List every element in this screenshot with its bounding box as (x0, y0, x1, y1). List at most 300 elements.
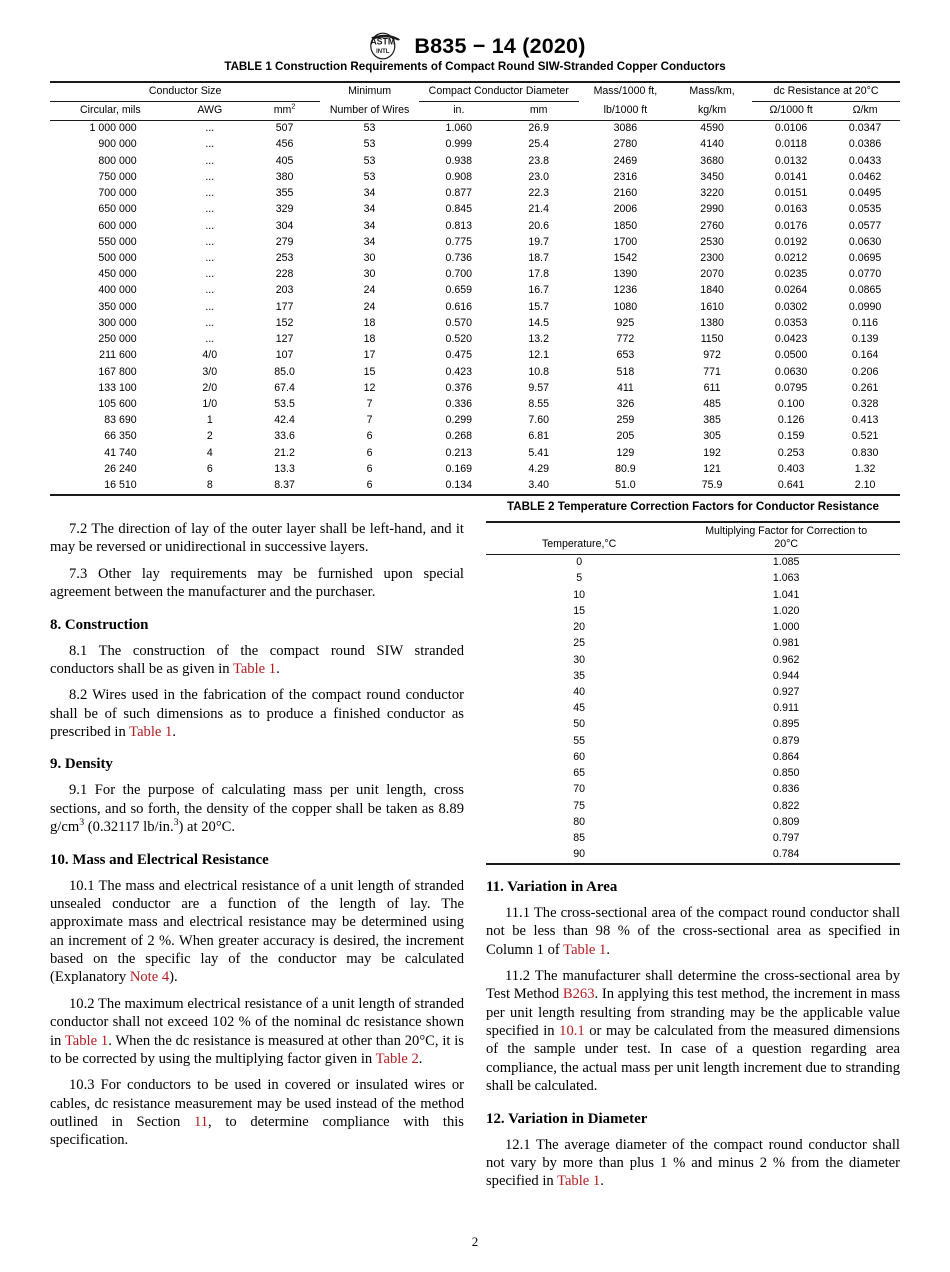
table1-cell: 0.0795 (774, 381, 808, 394)
table1-cell: 600 000 (98, 219, 137, 232)
table1-col-awg: AWG (171, 101, 249, 120)
paragraph-10-3-text-a: 10.3 For conductors to be used in covered or insulated wires or cables, dc resistance measurement may be used instead of the method outlined in Section (50, 1077, 464, 1130)
table1-cell: 0.0695 (848, 252, 882, 265)
table-row (50, 169, 900, 185)
table1-cell: 1.32 (854, 462, 876, 475)
table1-cell: 15 (363, 365, 376, 378)
table1-cell: 411 (616, 381, 634, 394)
table-row (486, 701, 900, 717)
table1-cell: 133 100 (98, 381, 137, 394)
table1-cell: 0.0386 (848, 138, 882, 151)
table2-cell: 40 (573, 686, 586, 699)
table1-cell: 3.40 (499, 477, 579, 494)
table1-cell: 192 (703, 446, 721, 459)
table1-cell: 53 (363, 170, 376, 183)
table1-cell: 0.159 (777, 430, 805, 443)
table1-cell: 1850 (613, 219, 638, 232)
table2-cell: 1.063 (772, 572, 800, 585)
table-row (50, 461, 900, 477)
table1-cell: 23.0 (528, 170, 549, 183)
table1-cell: 0.0132 (774, 154, 808, 167)
paragraph-12-1-text-a: 12.1 The average diameter of the compact round conductor shall not vary by more than plus 1 % and minus 2 % from the diameter specified in (486, 1136, 900, 1190)
table1-cell: 16 510 (50, 477, 171, 494)
table1-cell: 972 (703, 349, 721, 362)
table1-cell: 8 (171, 477, 249, 494)
table1-cell: 259 (616, 414, 635, 427)
table1-cell: 205 (616, 430, 635, 443)
table1-cell: 2006 (613, 203, 638, 216)
table1-cell: 0.0163 (774, 203, 808, 216)
table1-cell: ... (205, 284, 215, 297)
table1-cell: 1 000 000 (89, 122, 137, 135)
table1-cell: 405 (275, 154, 294, 167)
table1-cell: 15.7 (528, 300, 549, 313)
table1-cell: 177 (275, 300, 294, 313)
table1-cell: 33.6 (274, 430, 295, 443)
table1-cell: 10.8 (528, 365, 549, 378)
table1-cell: 2316 (613, 170, 638, 183)
table1-cell: 0.403 (777, 462, 805, 475)
page-header (0, 0, 950, 58)
table1-cell: 4 (206, 446, 213, 459)
table1-cell: ... (205, 252, 215, 265)
paragraph-10-1-text-b: ). (169, 969, 178, 986)
table2-cell: 55 (573, 734, 586, 747)
xref-table-1-10-2[interactable]: Table 1 (64, 1032, 109, 1049)
table1-cell: 228 (275, 268, 294, 281)
table1-cell: 0.736 (445, 252, 473, 265)
table1-cell: 2160 (613, 187, 638, 200)
table2-cell: 20 (573, 621, 586, 634)
table1-cell: 21.2 (274, 446, 295, 459)
table1-cell: 550 000 (98, 235, 137, 248)
table-row (50, 332, 900, 348)
table1-cell: 1700 (613, 235, 638, 248)
table2-cell: 0.836 (772, 783, 800, 796)
xref-table-2-10-2[interactable]: Table 2 (375, 1050, 419, 1067)
table1-cell: 34 (363, 235, 376, 248)
table1-cell: 1542 (613, 252, 638, 265)
table2-col-multiplying-factor-line1: Multiplying Factor for Correction to (705, 524, 868, 537)
table1-cell: 485 (703, 397, 721, 410)
table1-cell: 2 (206, 430, 213, 443)
table1-cell: 400 000 (98, 284, 137, 297)
table1-group-dc-resistance: dc Resistance at 20°C (752, 82, 900, 101)
table1-cell: 17 (363, 349, 376, 362)
table1-cell: 0.268 (445, 430, 473, 443)
table2-container (486, 500, 900, 865)
table1-cell: 0.0264 (774, 284, 808, 297)
table1-cell: 2.10 (830, 477, 900, 494)
table-row (50, 477, 900, 494)
table-row (486, 587, 900, 603)
table1-cell: 3680 (700, 154, 724, 167)
paragraph-8-1-text-b: . (276, 660, 280, 677)
table2-cell: 90 (486, 847, 672, 864)
table1-cell: 66 350 (104, 430, 137, 443)
table1-cell: 0.520 (445, 333, 473, 346)
xref-table-1-12-1[interactable]: Table 1 (557, 1173, 601, 1190)
table1-cell: 42.4 (274, 414, 295, 427)
table-row (50, 299, 900, 315)
table2-cell: 0.879 (772, 734, 800, 747)
table-row (50, 218, 900, 234)
table1-cell: 0.0353 (774, 316, 808, 329)
table1-cell: 26.9 (528, 122, 549, 135)
table1-cell: 0.413 (851, 414, 879, 427)
table1-cell: 6 (366, 462, 373, 475)
table1-cell: 0.261 (851, 381, 879, 394)
heading-12-variation-in-diameter: 12. Variation in Diameter (486, 1110, 648, 1127)
table1-cell: 18 (363, 316, 376, 329)
svg-text:INTL: INTL (376, 49, 390, 56)
table1-cell: 0.0535 (848, 203, 882, 216)
table1-cell: 80.9 (615, 462, 636, 475)
paragraph-8-1-text-a: 8.1 The construction of the compact round SIW stranded conductors shall be as given in (50, 642, 464, 677)
table2-cell: 1.085 (772, 556, 800, 569)
table-row (50, 283, 900, 299)
table1-cell: 0.0630 (774, 365, 808, 378)
table2-cell: 5 (576, 572, 583, 585)
table1-cell: 0.376 (445, 381, 473, 394)
paragraph-10-2-text-b: . When the dc resistance is measured at other than 20°C, it is to be corrected by using the multiplying factor given in (50, 1032, 464, 1067)
table-row (486, 830, 900, 846)
table1-cell: 385 (703, 414, 721, 427)
table1-group-header-row (50, 82, 900, 101)
table1-cell: 611 (703, 381, 721, 394)
table2-cell: 45 (573, 702, 586, 715)
table1-cell: 1 (206, 414, 213, 427)
table1-cell: 1/0 (202, 397, 218, 410)
table1-cell: 3086 (613, 122, 638, 135)
table1-cell: ... (205, 154, 215, 167)
table1-col-diameter-mm: mm (499, 101, 579, 120)
table1-cell: 0.126 (777, 414, 805, 427)
table1-cell: 34 (363, 219, 376, 232)
table1-cell: 0.0141 (774, 170, 808, 183)
table1-cell: 0.336 (445, 397, 473, 410)
table1-cell: 4140 (700, 138, 724, 151)
table-row (50, 348, 900, 364)
table1-cell: 6 (206, 462, 213, 475)
table-row (50, 202, 900, 218)
table1-cell: 152 (275, 316, 294, 329)
table1-cell: 4590 (700, 122, 724, 135)
table1-cell: 0.830 (851, 446, 879, 459)
table1-cell: 6 (320, 477, 419, 494)
table1-col-ohm-1000ft: Ω/1000 ft (752, 101, 830, 120)
table1 (50, 81, 900, 496)
table1-cell: 326 (616, 397, 635, 410)
table1-cell: 653 (616, 349, 635, 362)
table1-cell: 700 000 (98, 187, 137, 200)
table1-cell: 0.134 (419, 477, 499, 494)
table1-cell: 0.0423 (774, 333, 808, 346)
table1-cell: 6 (366, 446, 373, 459)
xref-table-1-8-2[interactable]: Table 1 (129, 724, 173, 740)
paragraph-9-1-sup-1: 3 (79, 817, 85, 829)
table1-head (50, 82, 900, 120)
table1-cell: ... (205, 300, 215, 313)
table1-cell: 53 (363, 122, 376, 135)
table1-container (50, 60, 900, 496)
table-row (486, 636, 900, 652)
table-row (50, 396, 900, 412)
table1-caption: TABLE 1 Construction Requirements of Compact Round SIW-Stranded Copper Conductors (224, 60, 726, 73)
paragraph-9-1-sup-2: 3 (173, 817, 179, 829)
table1-cell: ... (205, 219, 215, 232)
table2-cell: 0.962 (772, 653, 800, 666)
table1-cell: 3220 (700, 187, 724, 200)
table1-cell: 127 (275, 333, 294, 346)
table-row (486, 766, 900, 782)
astm-logo-icon (364, 30, 404, 62)
table1-cell: 772 (616, 333, 635, 346)
table2-cell: 85 (573, 831, 586, 844)
table-row (486, 749, 900, 765)
table1-cell: 26 240 (104, 462, 137, 475)
table1-cell: 121 (703, 462, 721, 475)
table-row (50, 153, 900, 169)
table1-cell: 0.0347 (848, 122, 882, 135)
table-row (486, 554, 900, 571)
table1-cell: 380 (275, 170, 294, 183)
table1-cell: 0.0865 (848, 284, 882, 297)
table1-cell: 18 (363, 333, 376, 346)
paragraph-10-1 (50, 877, 464, 987)
table1-cell: 6.81 (528, 430, 549, 443)
table1-cell: 21.4 (528, 203, 549, 216)
table-row (486, 717, 900, 733)
table1-cell: ... (205, 122, 215, 135)
paragraph-9-1-text-b: (0.32117 lb/in. (84, 819, 174, 836)
table1-cell: 0.169 (445, 462, 473, 475)
table1-cell: 0.938 (445, 154, 473, 167)
table1-cell: 0.139 (851, 333, 879, 346)
table2-cell: 15 (573, 604, 586, 617)
table1-cell: 7.60 (528, 414, 549, 427)
table1-cell: 0.0235 (774, 268, 808, 281)
table1-cell: 18.7 (528, 252, 549, 265)
table1-cell: 0.0302 (774, 300, 808, 313)
table1-cell: 0.641 (752, 477, 830, 494)
table1-body (50, 120, 900, 495)
table1-cell: 0.475 (445, 349, 473, 362)
table1-cell: 0.616 (445, 300, 473, 313)
table1-group-compact-diameter: Compact Conductor Diameter (419, 82, 579, 101)
table1-cell: 1840 (700, 284, 724, 297)
table1-group-conductor-size: Conductor Size (50, 82, 320, 101)
table1-col-kg-km: kg/km (672, 101, 752, 120)
table1-cell: 53.5 (274, 397, 295, 410)
table1-cell: ... (205, 235, 215, 248)
table1-cell: 650 000 (98, 203, 137, 216)
table2-body (486, 554, 900, 864)
page-number: 2 (471, 1234, 479, 1249)
table1-cell: 41 740 (104, 446, 137, 459)
table2-cell: 50 (573, 718, 586, 731)
table1-cell: 0.521 (851, 430, 879, 443)
table1-cell: ... (205, 268, 215, 281)
table-row (50, 315, 900, 331)
table2-col-temperature: Temperature,°C (486, 522, 672, 554)
table-row (486, 847, 900, 864)
table1-group-mass-1000ft: Mass/1000 ft, (579, 82, 673, 101)
table2-cell: 0.911 (773, 702, 800, 715)
xref-table-1-8-1[interactable]: Table 1 (232, 660, 277, 677)
paragraph-11-1-text-a: 11.1 The cross-sectional area of the compact round conductor shall not be less than 98 % of the cross-sectional area as specified in Column 1 of (486, 904, 900, 958)
heading-10-mass-electrical-resistance: 10. Mass and Electrical Resistance (50, 851, 269, 868)
right-column (486, 500, 900, 1199)
table1-cell: 0.213 (445, 446, 473, 459)
table2-cell: 70 (573, 783, 586, 796)
table2-cell: 30 (573, 653, 586, 666)
table1-cell: 771 (703, 365, 721, 378)
table1-cell: 1150 (700, 333, 724, 346)
table1-cell: 6 (366, 430, 373, 443)
table1-cell: 16.7 (528, 284, 549, 297)
paragraph-8-1 (50, 642, 464, 679)
table1-cell: 67.4 (274, 381, 295, 394)
table1-cell: 0.0770 (848, 268, 882, 281)
table2-cell: 1.041 (772, 588, 800, 601)
table1-cell: 3/0 (202, 365, 218, 378)
table1-cell: 2070 (700, 268, 724, 281)
table1-cell: 1080 (613, 300, 638, 313)
table1-cell: 0.299 (445, 414, 473, 427)
table1-cell: 17.8 (528, 268, 549, 281)
paragraph-8-2-text-b: . (172, 724, 176, 740)
table2-cell: 80 (573, 815, 586, 828)
table1-cell: 900 000 (98, 138, 137, 151)
table1-cell: ... (205, 138, 215, 151)
table1-cell: 0.0577 (848, 219, 882, 232)
table1-cell: 105 600 (98, 397, 137, 410)
table1-cell: 0.0462 (848, 170, 882, 183)
table1-cell: 2/0 (202, 381, 218, 394)
document-title: B835 − 14 (2020) (414, 33, 586, 58)
table1-cell: 211 600 (99, 349, 137, 362)
table1-cell: 0.0151 (774, 187, 808, 200)
table1-cell: 167 800 (98, 365, 137, 378)
table-row (486, 571, 900, 587)
table2-cell: 10 (573, 588, 586, 601)
table1-cell: ... (205, 316, 215, 329)
table-row (50, 250, 900, 266)
table1-cell: 22.3 (528, 187, 549, 200)
table1-cell: 19.7 (528, 235, 549, 248)
xref-note-4[interactable]: Note 4 (129, 969, 170, 986)
table2-cell: 60 (573, 750, 586, 763)
table1-cell: 0.0500 (774, 349, 808, 362)
table1-cell: 0.908 (445, 170, 473, 183)
heading-8-construction: 8. Construction (50, 616, 149, 633)
table-row (50, 234, 900, 250)
paragraph-10-3 (50, 1076, 464, 1150)
table1-cell: 355 (275, 187, 294, 200)
table2-head (486, 522, 900, 554)
paragraph-10-1-text-a: 10.1 The mass and electrical resistance of a unit length of stranded unsealed conductor are a function of the length of lay. The approximate mass and electrical resistance may be determined using an increment of 2 %. When greater accuracy is desired, the increment based on the specific lay of the conductor may be calculated (Explanatory (50, 877, 464, 986)
table2-cell: 1.000 (772, 621, 800, 634)
heading-11-variation-in-area: 11. Variation in Area (486, 878, 618, 895)
table1-group-mass-km: Mass/km, (672, 82, 752, 101)
table1-col-mm2: $mm^2$ (249, 101, 320, 120)
table2-col-multiplying-factor-line2: 20°C (774, 537, 798, 550)
table1-cell: 13.3 (274, 462, 295, 475)
paragraph-12-1 (486, 1136, 900, 1191)
table1-cell: 0.423 (445, 365, 473, 378)
table2-cell: 0.822 (772, 799, 800, 812)
table1-cell: 0.877 (445, 187, 473, 200)
xref-b263[interactable]: B263 (562, 986, 595, 1003)
table2-cell: 0.944 (772, 669, 800, 682)
table2-cell: 0.981 (772, 637, 800, 650)
table1-cell: ... (205, 187, 215, 200)
table2-col-multiplying-factor (672, 522, 900, 554)
table2-cell: 0.850 (772, 767, 800, 780)
table-row (486, 782, 900, 798)
table1-cell: 0.164 (851, 349, 879, 362)
paragraph-7-2: 7.2 The direction of lay of the outer layer shall be left-hand, and it may be reversed or unidirectional in successive layers. (50, 521, 464, 556)
table-row (486, 668, 900, 684)
xref-10-1[interactable]: 10.1 (559, 1023, 585, 1040)
table1-cell: ... (205, 170, 215, 183)
table-row (486, 733, 900, 749)
paragraph-8-2 (50, 686, 464, 741)
table1-cell: 2990 (700, 203, 724, 216)
table1-cell: 1610 (700, 300, 724, 313)
table-row (486, 798, 900, 814)
table1-column-header-row (50, 101, 900, 120)
table1-cell: 23.8 (528, 154, 549, 167)
svg-text:ASTM: ASTM (370, 36, 396, 47)
paragraph-10-2 (50, 995, 464, 1069)
table1-cell: 30 (363, 252, 376, 265)
table1-col-lb-1000ft: lb/1000 ft (579, 101, 673, 120)
table1-cell: 7 (366, 414, 373, 427)
table2-cell: 75 (573, 799, 586, 812)
table1-cell: 13.2 (528, 333, 549, 346)
table1-cell: 0.0118 (775, 138, 807, 151)
xref-table-1-11-1[interactable]: Table 1 (563, 941, 607, 958)
table1-cell: 12 (363, 381, 376, 394)
paragraph-11-2-text-a: 11.2 The manufacturer shall determine the cross-sectional area by Test Method (486, 967, 900, 1003)
paragraph-10-2-text-a: 10.2 The maximum electrical resistance of a unit length of stranded conductor shall not exceed 102 % of the nominal dc resistance shown in (50, 995, 464, 1049)
table1-col-ohm-km: Ω/km (830, 101, 900, 120)
paragraph-9-1-text-c: ) at 20°C. (178, 819, 236, 836)
table1-cell: 0.328 (851, 397, 879, 410)
table2-cell: 65 (573, 767, 586, 780)
table1-cell: ... (205, 203, 215, 216)
table1-cell: 83 690 (104, 414, 137, 427)
table1-cell: 0.0192 (774, 235, 808, 248)
table1-cell: 0.100 (777, 397, 805, 410)
table1-cell: 0.0176 (774, 219, 808, 232)
table1-cell: 0.116 (852, 316, 878, 329)
paragraph-12-1-text-b: . (600, 1173, 604, 1190)
paragraph-9-1-text-a: 9.1 For the purpose of calculating mass per unit length, cross sections, and so forth, the density of the copper shall be taken as 8.89 g/cm (50, 782, 464, 836)
table2-caption: TABLE 2 Temperature Correction Factors for Conductor Resistance (507, 500, 879, 513)
paragraph-11-2-text-b: . In applying this test method, the increment in mass per unit length resulting from stranding may be the applicable value specified in (486, 986, 900, 1040)
xref-section-11[interactable]: 11 (193, 1114, 209, 1130)
table1-cell: ... (205, 333, 215, 346)
table-row (486, 620, 900, 636)
left-column (50, 520, 464, 1158)
table1-cell: 0.845 (445, 203, 473, 216)
table1-cell: 0.253 (777, 446, 805, 459)
paragraph-11-2 (486, 967, 900, 1096)
table1-cell: 12.1 (528, 349, 549, 362)
